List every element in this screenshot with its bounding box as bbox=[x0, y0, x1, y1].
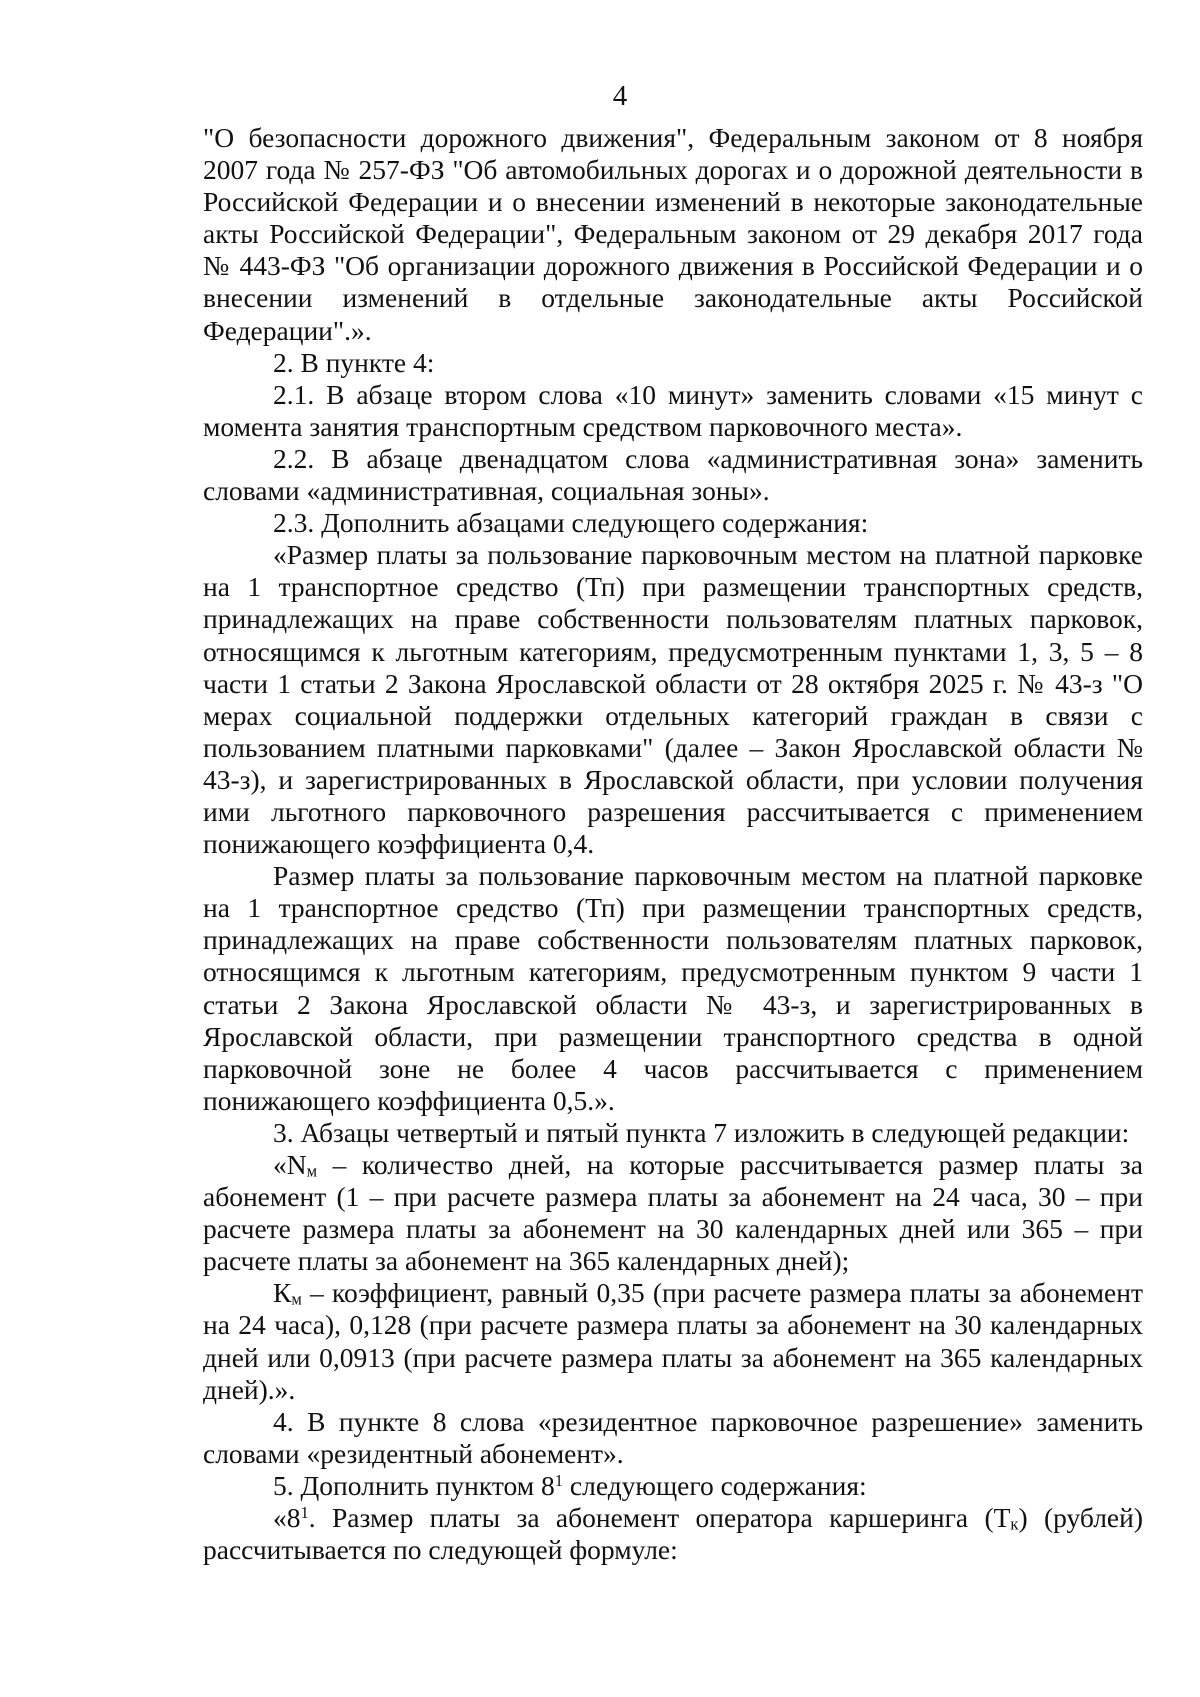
text-fragment: . Размер платы за абонемент оператора каршеринга (Т bbox=[308, 1502, 1011, 1534]
superscript: 1 bbox=[300, 1502, 309, 1522]
paragraph: 2.2. В абзаце двенадцатом слова «административная зона» заменить словами «административная, социальная зоны». bbox=[203, 442, 1143, 507]
text-fragment: К bbox=[273, 1277, 292, 1309]
paragraph: 2.1. В абзаце втором слова «10 минут» заменить словами «15 минут с момента занятия транспортным средством парковочного места». bbox=[203, 378, 1143, 442]
subscript: м bbox=[306, 1161, 318, 1181]
paragraph: «Размер платы за пользование парковочным местом на платной парковке на 1 транспортное средство (Тп) при размещении транспортных средств, принадлежащих на праве собственности пользователям платных парковок, относящимся к льготным категориям, предусмотренным пунктами 1, 3, 5 – 8 части 1 статьи 2 Закона Ярославской области от 28 октября 2025 г. № 43-з "О мерах социальной поддержки отдельных категорий граждан в связи с пользованием платными парковками" (далее – Закон Ярославской области № 43-з), и зарегистрированных в Ярославской области, при условии получения ими льготного парковочного разрешения рассчитывается с применением понижающего коэффициента 0,4. bbox=[203, 539, 1143, 860]
paragraph: 2.3. Дополнить абзацами следующего содержания: bbox=[273, 507, 869, 539]
paragraph bbox=[203, 1470, 1143, 1502]
superscript: 1 bbox=[554, 1470, 564, 1490]
text-fragment: ) (рублей) рассчитывается по следующей формуле: bbox=[203, 1502, 1144, 1566]
paragraph bbox=[203, 1149, 1143, 1277]
paragraph: 2. В пункте 4: bbox=[273, 346, 435, 378]
paragraph bbox=[203, 1277, 1143, 1405]
text-fragment: – количество дней, на которые рассчитывается размер платы за абонемент (1 – при расчете размера платы за абонемент на 24 часа, 30 – при расчете размера платы за абонемент на 30 календарных дней или 365 – при расчете платы за абонемент на 365 календарных дней); bbox=[203, 1149, 1143, 1277]
text-fragment: – коэффициент, равный 0,35 (при расчете размера платы за абонемент на 24 часа), 0,128 (при расчете размера платы за абонемент на 30 календарных дней или 0,0913 (при расчете размера платы за абонемент на 365 календарных дней).». bbox=[203, 1277, 1143, 1405]
paragraph: "О безопасности дорожного движения", Федеральным законом от 8 ноября 2007 года № 257-ФЗ "Об автомобильных дорогах и о дорожной деятельности в Российской Федерации и о внесении изменений в некоторые законодательные акты Российской Федерации", Федеральным законом от 29 декабря 2017 года № 443-ФЗ "Об организации дорожного движения в Российской Федерации и о внесении изменений в отдельные законодательные акты Российской Федерации".». bbox=[203, 122, 1143, 346]
text-fragment: следующего содержания: bbox=[563, 1469, 867, 1501]
page-number: 4 bbox=[612, 80, 628, 112]
paragraph: 4. В пункте 8 слова «резидентное парковочное разрешение» заменить словами «резидентный абонемент». bbox=[203, 1405, 1143, 1469]
text-fragment: «N bbox=[273, 1149, 307, 1180]
paragraph bbox=[203, 1502, 1143, 1566]
document-body bbox=[203, 122, 1143, 1566]
paragraph: 3. Абзацы четвертый и пятый пункта 7 изложить в следующей редакции: bbox=[273, 1116, 1130, 1148]
subscript: м bbox=[291, 1289, 302, 1309]
text-fragment: «8 bbox=[273, 1502, 301, 1534]
paragraph: Размер платы за пользование парковочным местом на платной парковке на 1 транспортное средство (Тп) при размещении транспортных средств, принадлежащих на праве собственности пользователям платных парковок, относящимся к льготным категориям, предусмотренным пунктом 9 части 1 статьи 2 Закона Ярославской области № 43-з, и зарегистрированных в Ярославской области, при размещении транспортного средства в одной парковочной зоне не более 4 часов рассчитывается с применением понижающего коэффициента 0,5.». bbox=[203, 860, 1143, 1116]
text-fragment: 5. Дополнить пунктом 8 bbox=[273, 1469, 555, 1501]
subscript: к bbox=[1010, 1514, 1019, 1534]
